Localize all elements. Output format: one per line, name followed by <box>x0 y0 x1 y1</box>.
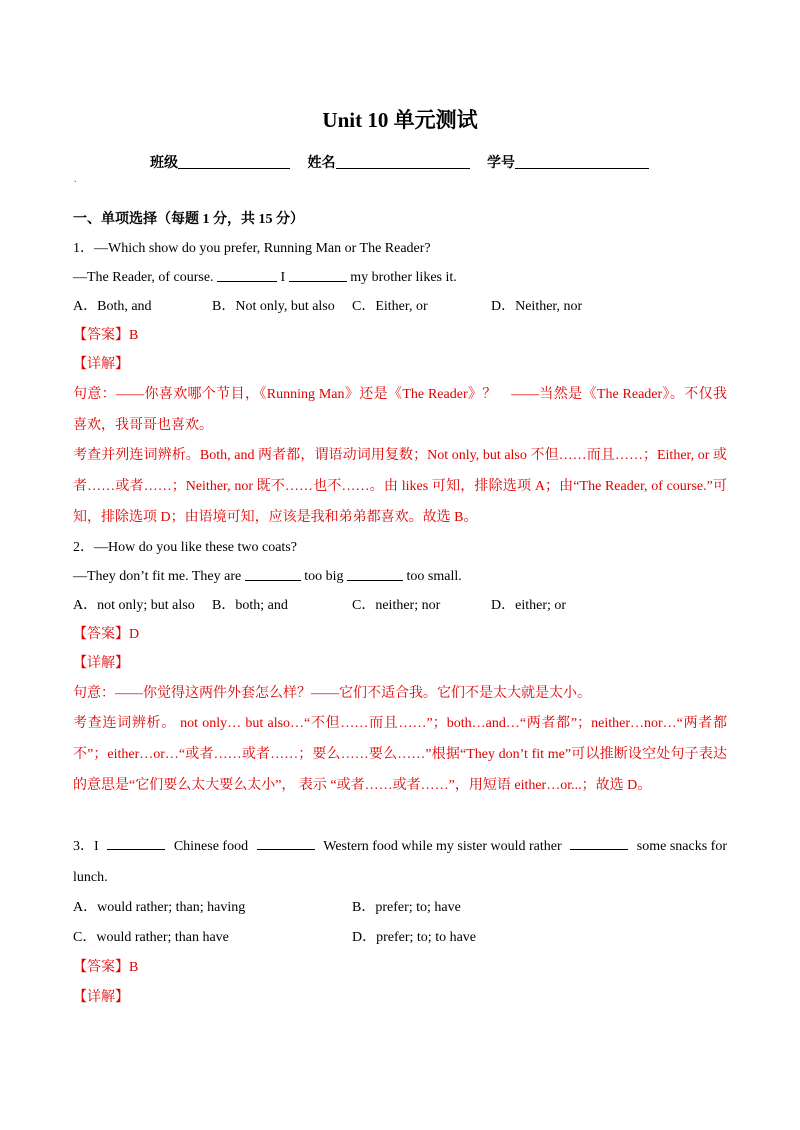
q3-stem <box>73 837 727 857</box>
q1-explanation: 考查并列连词辨析。Both, and 两者都，谓语动词用复数；Not only, but also 不但……而且……；Either, or 或者……或者……；Neither, nor 既不……也不……。由 likes 可知，排除选项 A；由“The Reader, of course.”可知，排除选项 D；由语境可知，应该是我和弟弟都喜欢。故选 B。 <box>73 448 727 525</box>
q1-detail-label: 【详解】 <box>73 357 129 372</box>
q2-option-b: B．both; and <box>212 598 288 613</box>
section-heading: 一、单项选择（每题 1 分，共 15 分） <box>73 212 304 227</box>
q3-option-c: C．would rather; than have <box>73 930 229 945</box>
q2-option-d: D．either; or <box>491 598 567 613</box>
q1-stem-line2 <box>73 268 457 288</box>
name-blank <box>336 154 470 169</box>
blank <box>245 568 301 581</box>
class-blank <box>178 154 290 169</box>
q2-explanation: 考查连词辨析。 not only… but also…“不但……而且……”；both…and…“两者都”；neither…nor…“两者都不”；either…or…“或者……或者……；要么……要么……”根据“They don’t fit me”可以推断设空处句子表达的意思是“它们要么太大要么太小”， 表示 “或者……或者……”，用短语 either…or...；故选 D。 <box>73 716 727 793</box>
q3-option-a: A．would rather; than; having <box>73 900 246 915</box>
q3-option-d: D．prefer; to; to have <box>352 930 477 945</box>
q3-stem-part: Chinese food <box>173 839 249 854</box>
q1-option-d: D．Neither, nor <box>491 299 583 314</box>
q2-stem-part: —They don’t fit me. They are <box>73 569 242 584</box>
q1-stem-part: —The Reader, of course. <box>73 270 214 285</box>
q2-answer: 【答案】D <box>73 627 140 642</box>
q1-answer: 【答案】B <box>73 328 139 343</box>
q1-stem: 1．—Which show do you prefer, Running Man or The Reader? <box>73 241 431 256</box>
blank <box>570 837 628 850</box>
q3-stem-part: Western food while my sister would rather <box>323 839 562 854</box>
page-title: Unit 10 单元测试 <box>322 108 478 132</box>
q1-option-a: A．Both, and <box>73 299 152 314</box>
paragraph-mark: . <box>74 174 77 185</box>
q1-stem-part: I <box>280 270 286 285</box>
q2-detail-label: 【详解】 <box>73 656 129 671</box>
q2-stem: 2．—How do you like these two coats? <box>73 540 297 555</box>
q2-stem-line2 <box>73 567 462 587</box>
q2-option-a: A．not only; but also <box>73 598 195 613</box>
name-label: 姓名 <box>307 156 336 171</box>
id-blank <box>515 154 649 169</box>
q3-stem-line2: lunch. <box>73 870 108 885</box>
q2-translation: 句意：——你觉得这两件外套怎么样？——它们不适合我。它们不是太大就是太小。 <box>73 686 591 701</box>
q2-option-c: C．neither; nor <box>352 598 441 613</box>
q1-stem-part: my brother likes it. <box>350 270 457 285</box>
q2-stem-part: too big <box>304 569 344 584</box>
q3-stem-part: 3．I <box>73 839 99 854</box>
q3-option-b: B．prefer; to; have <box>352 900 461 915</box>
blank <box>107 837 165 850</box>
q1-option-c: C．Either, or <box>352 299 428 314</box>
student-info-line <box>150 152 649 172</box>
q3-stem-part: some snacks for <box>636 839 727 854</box>
id-label: 学号 <box>487 156 515 171</box>
blank <box>289 269 347 282</box>
blank <box>347 568 403 581</box>
blank <box>217 269 277 282</box>
q1-translation: 句意：——你喜欢哪个节目，《Running Man》还是《The Reader》？ ——当然是《The Reader》。不仅我喜欢，我哥哥也喜欢。 <box>73 387 727 433</box>
class-label: 班级 <box>150 156 178 171</box>
blank <box>257 837 315 850</box>
q2-stem-part: too small. <box>406 569 462 584</box>
q3-detail-label: 【详解】 <box>73 990 129 1005</box>
q1-option-b: B．Not only, but also <box>212 299 335 314</box>
q3-answer: 【答案】B <box>73 960 139 975</box>
